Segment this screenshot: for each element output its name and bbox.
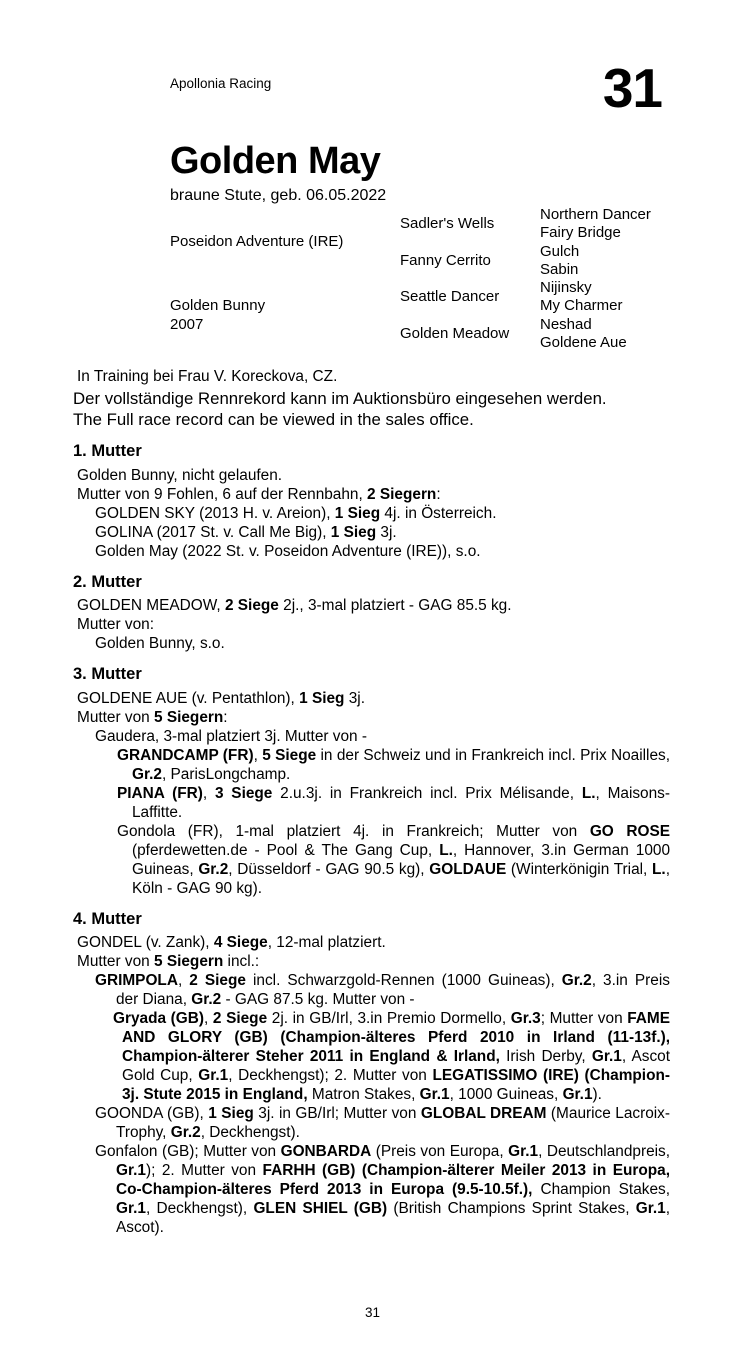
page-number: 31 xyxy=(364,1305,381,1320)
pedigree-text-line: GONDEL (v. Zank), 4 Siege, 12-mal platziert. xyxy=(77,934,386,952)
pedigree-text-line: Mutter von 5 Siegern: xyxy=(77,708,228,726)
training-note: In Training bei Frau V. Koreckova, CZ. xyxy=(77,368,338,385)
dam-generation-section xyxy=(73,665,670,898)
pedigree-gg-2: Fairy Bridge xyxy=(540,224,621,242)
section-paragraphs xyxy=(73,596,670,653)
pedigree-text-line: Gaudera, 3-mal platziert 3j. Mutter von - xyxy=(95,727,368,745)
pedigree-text-line: Mutter von 5 Siegern incl.: xyxy=(77,953,260,971)
race-record-note-en: The Full race record can be viewed in the sales office. xyxy=(73,409,474,429)
horse-description: braune Stute, geb. 06.05.2022 xyxy=(170,187,387,204)
consignor-name: Apollonia Racing xyxy=(170,76,272,91)
catalog-text xyxy=(73,360,670,1237)
dam-generation-section xyxy=(73,910,670,1238)
pedigree-text-line: Gondola (FR), 1-mal platziert 4j. in Frankreich; Mutter von GO ROSE (pferdewetten.de - Pool & The Gang Cup, L., Hannover, 3.in German 1000 Guineas, Gr.2, Düsseldorf - GAG 90.5 kg), GOLDAUE (Winterkönigin Trial, L., Köln - GAG 90 kg). xyxy=(117,822,670,897)
pedigree-text-line: Mutter von: xyxy=(77,616,154,634)
pedigree-gg-5: Nijinsky xyxy=(540,279,592,296)
pedigree-gg-7: Neshad xyxy=(540,315,592,333)
pedigree-sire-sire: Sadler's Wells xyxy=(400,215,495,233)
pedigree-table xyxy=(170,206,680,352)
pedigree-text-line: GRANDCAMP (FR), 5 Siege in der Schweiz und in Frankreich incl. Prix Noailles, Gr.2, ParisLongchamp. xyxy=(117,746,670,783)
section-paragraphs xyxy=(73,466,670,561)
pedigree-text-line: Golden Bunny, s.o. xyxy=(95,635,225,653)
pedigree-gg-1: Northern Dancer xyxy=(540,206,651,223)
pedigree-gg-8: Goldene Aue xyxy=(540,333,627,351)
race-record-note-de: Der vollständige Rennrekord kann im Auktionsbüro eingesehen werden. xyxy=(73,389,607,408)
section-heading: 2. Mutter xyxy=(73,572,142,591)
pedigree-sire xyxy=(170,206,400,279)
pedigree-text-line: GOLDEN MEADOW, 2 Siege 2j., 3-mal platziert - GAG 85.5 kg. xyxy=(77,597,512,615)
section-paragraphs xyxy=(73,689,670,898)
pedigree-text-line: Gryada (GB), 2 Siege 2j. in GB/Irl, 3.in Premio Dormello, Gr.3; Mutter von FAME AND GLORY (GB) (Champion-älteres Pferd 2010 in Irland (11-13f.), Champion-älterer Steher 2011 in England & Irland, Irish Derby, Gr.1, Ascot Gold Cup, Gr.1, Deckhengst); 2. Mutter von LEGATISSIMO (IRE) (Champion-3j. Stute 2015 in England, Matron Stakes, Gr.1, 1000 Guineas, Gr.1). xyxy=(113,1010,671,1104)
pedigree-sire-name: Poseidon Adventure (IRE) xyxy=(170,233,344,251)
pedigree-gg-3: Gulch xyxy=(540,242,580,260)
pedigree-text-line: GOLDEN SKY (2013 H. v. Areion), 1 Sieg 4j. in Österreich. xyxy=(95,504,497,522)
pedigree-dam-sire: Seattle Dancer xyxy=(400,288,500,306)
pedigree-gg-4: Sabin xyxy=(540,260,579,278)
pedigree-text-line: Golden Bunny, nicht gelaufen. xyxy=(77,466,283,484)
pedigree-dam-name: Golden Bunny xyxy=(170,297,266,315)
pedigree-sire-dam: Fanny Cerrito xyxy=(400,251,491,269)
pedigree-text-line: GOLDENE AUE (v. Pentathlon), 1 Sieg 3j. xyxy=(77,689,365,707)
section-heading: 1. Mutter xyxy=(73,442,142,461)
pedigree-text-line: Mutter von 9 Fohlen, 6 auf der Rennbahn, 2 Siegern: xyxy=(77,485,441,503)
pedigree-text-line: PIANA (FR), 3 Siege 2.u.3j. in Frankreich incl. Prix Mélisande, L., Maisons-Laffitte. xyxy=(117,784,670,821)
pedigree-dam-dam: Golden Meadow xyxy=(400,324,510,342)
pedigree-text-line: GOLINA (2017 St. v. Call Me Big), 1 Sieg 3j. xyxy=(95,523,397,541)
section-heading: 3. Mutter xyxy=(73,665,142,684)
section-paragraphs xyxy=(73,933,670,1237)
dam-generation-section xyxy=(73,573,670,654)
dam-generation-section xyxy=(73,442,670,561)
pedigree-text-line: GRIMPOLA, 2 Siege incl. Schwarzgold-Rennen (1000 Guineas), Gr.2, 3.in Preis der Diana, Gr.2 - GAG 87.5 kg. Mutter von - xyxy=(95,972,670,1009)
pedigree-text-line: Golden May (2022 St. v. Poseidon Adventure (IRE)), s.o. xyxy=(95,542,481,560)
pedigree-gg-6: My Charmer xyxy=(540,297,623,315)
horse-name: Golden May xyxy=(170,140,381,182)
dam-line-sections xyxy=(73,442,670,1237)
pedigree-dam-year: 2007 xyxy=(170,315,204,333)
pedigree-text-line: GOONDA (GB), 1 Sieg 3j. in GB/Irl; Mutter von GLOBAL DREAM (Maurice Lacroix-Trophy, Gr.2, Deckhengst). xyxy=(95,1105,671,1142)
pedigree-dam xyxy=(170,279,400,352)
pedigree-text-line: Gonfalon (GB); Mutter von GONBARDA (Preis von Europa, Gr.1, Deutschlandpreis, Gr.1); 2. Mutter von FARHH (GB) (Champion-älterer Meiler 2013 in Europa, Co-Champion-älteres Pferd 2013 in Europa (9.5-10.5f.), Champion Stakes, Gr.1, Deckhengst), GLEN SHIEL (GB) (British Champions Sprint Stakes, Gr.1, Ascot). xyxy=(95,1143,671,1237)
lot-number: 31 xyxy=(602,57,662,119)
section-heading: 4. Mutter xyxy=(73,909,142,928)
